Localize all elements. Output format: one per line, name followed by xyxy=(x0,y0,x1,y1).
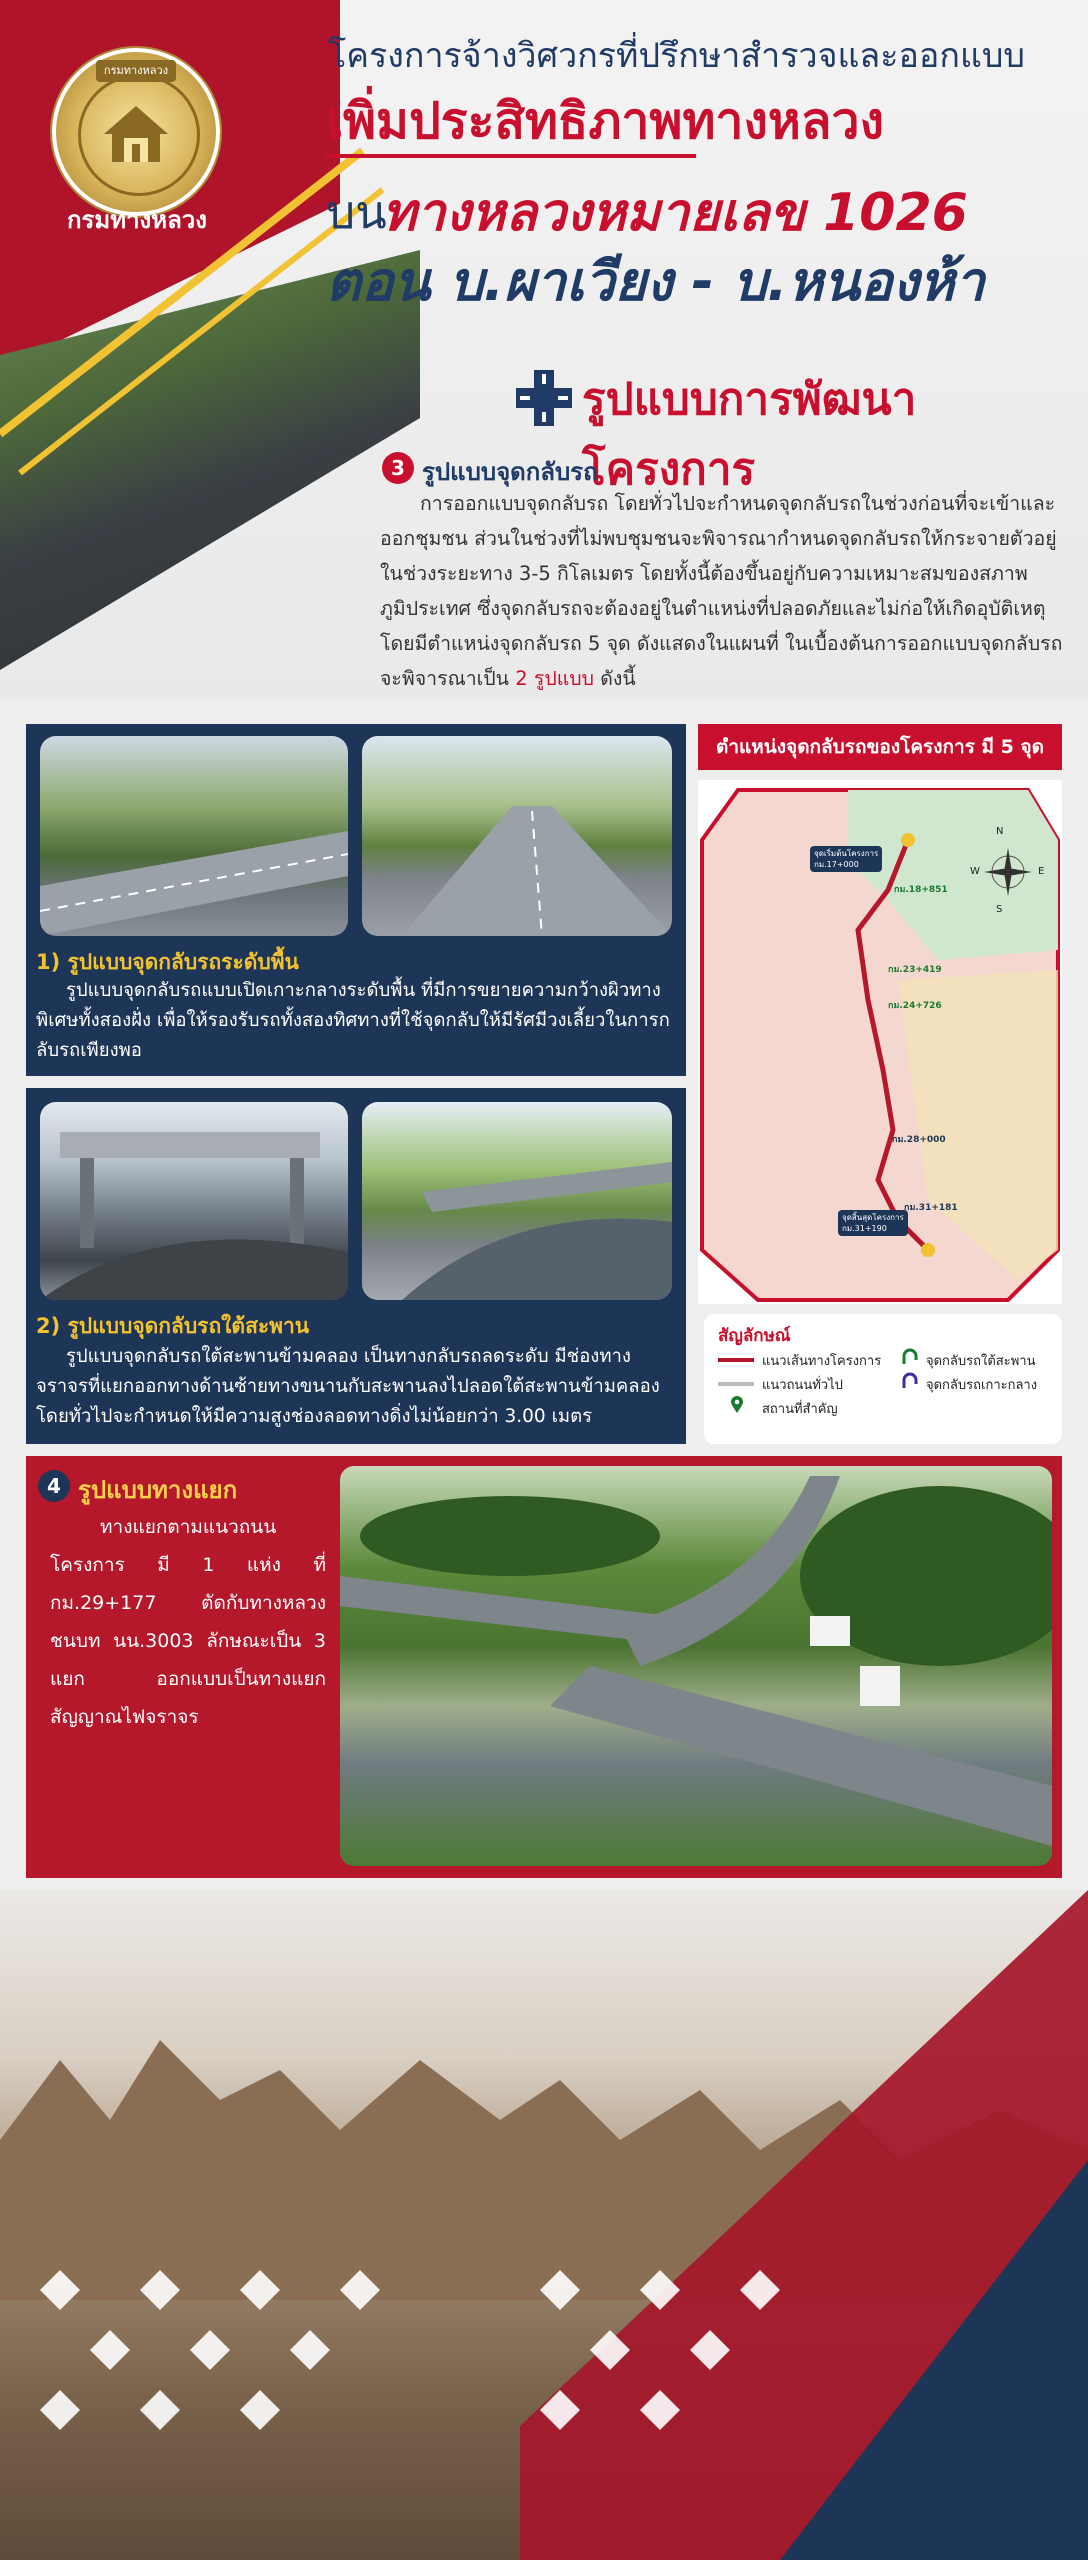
title-line4-section: ตอน บ.ผาเวียง - บ.หนองห้า xyxy=(326,250,985,313)
panel2-title: 2) รูปแบบจุดกลับรถใต้สะพาน xyxy=(36,1314,310,1338)
km-label-4: กม.28+000 xyxy=(892,1135,946,1145)
map-end-label xyxy=(838,1210,908,1236)
section3-tail: ดังนี้ xyxy=(594,667,636,690)
section4-number-badge: 4 xyxy=(38,1470,70,1502)
bridge-illustration-2 xyxy=(362,1102,672,1300)
compass-w: W xyxy=(970,866,980,877)
department-logo xyxy=(52,48,220,216)
bridge-illustration xyxy=(40,1102,348,1300)
project-title: เพิ่มประสิทธิภาพทางหลวง xyxy=(326,92,884,150)
start-label-text: จุดเริ่มต้นโครงการ xyxy=(814,849,879,858)
compass-n: N xyxy=(996,826,1004,837)
section-heading: รูปแบบการพัฒนาโครงการ xyxy=(582,374,917,495)
panel1-title: 1) รูปแบบจุดกลับรถระดับพื้น xyxy=(36,950,299,974)
legend-title: สัญลักษณ์ xyxy=(718,1326,791,1346)
logo-band-text: กรมทางหลวง xyxy=(96,60,176,82)
at-grade-road-illustration-2 xyxy=(362,736,672,936)
km-label-1: กม.18+851 xyxy=(894,885,948,895)
km-label-2: กม.23+419 xyxy=(888,965,942,975)
legend-route-line-icon xyxy=(718,1358,754,1362)
section3-title: รูปแบบจุดกลับรถ xyxy=(422,458,598,486)
legend-item-road: แนวถนนทั่วไป xyxy=(762,1378,843,1393)
legend-item-route: แนวเส้นทางโครงการ xyxy=(762,1354,882,1369)
km-label-5: กม.31+181 xyxy=(904,1203,958,1213)
legend-item-median: จุดกลับรถเกาะกลาง xyxy=(926,1378,1038,1393)
department-name: กรมทางหลวง xyxy=(67,206,207,234)
intersection-icon xyxy=(516,370,572,426)
panel-at-grade-uturn xyxy=(26,724,686,1076)
km-label-3: กม.24+726 xyxy=(888,1001,942,1011)
panel-underpass-uturn xyxy=(26,1088,686,1444)
landmark-pin-icon xyxy=(730,1396,744,1414)
panel1-body: รูปแบบจุดกลับรถแบบเปิดเกาะกลางระดับพื้น ที่มีการขยายความกว้างผิวทางพิเศษทั้งสองฝั่ง เพื่อให้รองรับรถทั้งสองทิศทางที่ใช้จุดกลับให้มีรัศมีวงเลี้ยวในการกลับรถเพียงพอ xyxy=(36,980,670,1061)
intersection-illustration xyxy=(340,1466,1052,1866)
section3-highlight: 2 รูปแบบ xyxy=(515,667,595,690)
at-grade-road-illustration xyxy=(40,736,348,936)
at-grade-render-1 xyxy=(40,736,348,936)
underpass-render-2 xyxy=(362,1102,672,1300)
section4-title: รูปแบบทางแยก xyxy=(78,1476,238,1504)
intersection-render xyxy=(340,1466,1052,1866)
title-divider xyxy=(326,154,696,158)
compass-e: E xyxy=(1038,866,1045,877)
map-legend xyxy=(704,1314,1062,1444)
panel2-body: รูปแบบจุดกลับรถใต้สะพานข้ามคลอง เป็นทางกลับรถลดระดับ มีช่องทางจราจรที่แยกออกทางด้านซ้ายทางขนานกับสะพานลงไปลอดใต้สะพานข้ามคลอง โดยทั่วไปจะกำหนดให้มีความสูงช่องลอดทางดิ่งไม่น้อยกว่า 3.00 เมตร xyxy=(36,1346,660,1427)
legend-item-underpass: จุดกลับรถใต้สะพาน xyxy=(926,1354,1036,1369)
at-grade-render-2 xyxy=(362,736,672,936)
legend-item-landmark: สถานที่สำคัญ xyxy=(762,1402,838,1417)
end-km-text: กม.31+190 xyxy=(842,1224,887,1233)
end-label-text: จุดสิ้นสุดโครงการ xyxy=(842,1213,904,1222)
title-line3-prefix: บน xyxy=(326,185,387,239)
underpass-uturn-icon xyxy=(900,1348,920,1368)
median-uturn-icon xyxy=(900,1372,920,1392)
start-km-text: กม.17+000 xyxy=(814,860,859,869)
underpass-render-1 xyxy=(40,1102,348,1300)
section4-body: ทางแยกตามแนวถนนโครงการ มี 1 แห่ง ที่ กม.29+177 ตัดกับทางหลวงชนบท นน.3003 ลักษณะเป็น 3 แยก ออกแบบเป็นทางแยกสัญญาณไฟจราจร xyxy=(50,1516,326,1728)
section3-body-text: การออกแบบจุดกลับรถ โดยทั่วไปจะกำหนดจุดกลับรถในช่วงก่อนที่จะเข้าและออกชุมชน ส่วนในช่วงที่ไม่พบชุมชนจะพิจารณากำหนดจุดกลับรถให้กระจายตัวอยู่ในช่วงระยะทาง 3-5 กิโลเมตร โดยทั้งนี้ต้องขึ้นอยู่กับความเหมาะสมของสภาพภูมิประเทศ ซึ่งจุดกลับรถจะต้องอยู่ในตำแหน่งที่ปลอดภัยและไม่ก่อให้เกิดอุบัติเหตุ โดยมีตำแหน่งจุดกลับรถ 5 จุด ดังแสดงในแผนที่ ในเบื้องต้นการออกแบบจุดกลับรถจะพิจารณาเป็น xyxy=(380,492,1063,690)
legend-road-line-icon xyxy=(718,1382,754,1386)
project-subtitle: โครงการจ้างวิศวกรที่ปรึกษาสำรวจและออกแบบ xyxy=(328,36,1026,76)
logo-emblem-icon xyxy=(102,104,170,164)
uturn-location-map xyxy=(698,780,1062,1304)
compass-s: S xyxy=(996,904,1003,915)
section3-body xyxy=(380,486,1064,696)
map-start-label xyxy=(810,846,882,872)
map-header: ตำแหน่งจุดกลับรถของโครงการ มี 5 จุด xyxy=(698,724,1062,770)
title-line3-highway: ทางหลวงหมายเลข 1026 xyxy=(382,183,968,243)
section3-number-badge: 3 xyxy=(382,452,414,484)
